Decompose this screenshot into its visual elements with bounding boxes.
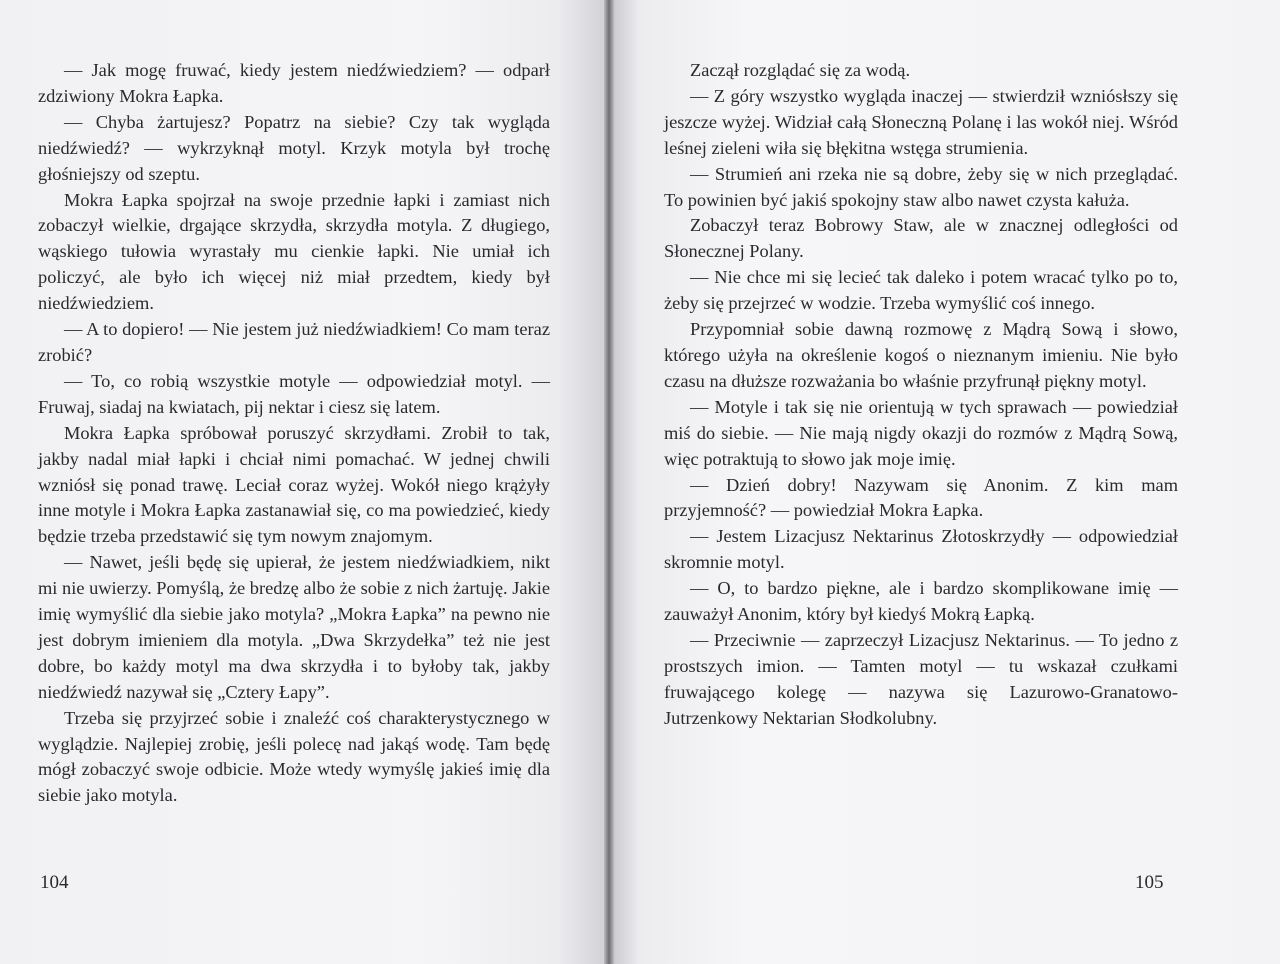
paragraph: — A to dopiero! — Nie jestem już niedźwiadkiem! Co mam teraz zrobić? — [38, 319, 550, 365]
paragraph: — Jak mogę fruwać, kiedy jestem niedźwiedziem? — odparł zdziwiony Mokra Łapka. — [38, 60, 550, 106]
paragraph: — Nawet, jeśli będę się upierał, że jestem niedźwiadkiem, nikt mi nie uwierzy. Pomyślą, że bredzę albo że sobie z nich żartuję. Jakie imię wymyślić dla siebie jako motyla? „Mokra Łapka” na pewno nie jest dobrym imieniem dla motyla. „Dwa Skrzydełka” też nie jest dobre, bo każdy motyl ma dwa skrzydła i to byłoby tak, jakby niedźwiedź nazywał się „Cztery Łapy”. — [38, 552, 551, 702]
paragraph: Mokra Łapka spróbował poruszyć skrzydłami. Zrobił to tak, jakby nadal miał łapki i chciał nimi pomachać. W jednej chwili wzniósł się ponad trawę. Leciał coraz wyżej. Wokół niego krążyły inne motyle i Mokra Łapka zastanawiał się, co ma powiedzieć, kiedy będzie trzeba przedstawić się tym nowym znajomym. — [38, 422, 550, 547]
paragraph: Mokra Łapka spojrzał na swoje przednie łapki i zamiast nich zobaczył wielkie, drgające skrzydła, skrzydła motyla. Z długiego, wąskiego tułowia wyrastały mu cienkie łapki. Nie umiał ich policzyć, ale było ich więcej niż miał przedtem, kiedy był niedźwiedziem. — [38, 189, 550, 314]
page-number-left: 104 — [40, 872, 69, 893]
paragraph: — Motyle i tak się nie orientują w tych sprawach — powiedział miś do siebie. — Nie mają nigdy okazji do rozmów z Mądrą Sową, więc potraktują to słowo jak moje imię. — [664, 396, 1178, 469]
paragraph: — To, co robią wszystkie motyle — odpowiedział motyl. — Fruwaj, siadaj na kwiatach, pij nektar i ciesz się latem. — [38, 370, 550, 417]
paragraph: Zobaczył teraz Bobrowy Staw, ale w znacznej odległości od Słonecznej Polany. — [664, 215, 1178, 262]
paragraph: — Z góry wszystko wygląda inaczej — stwierdził wzniósłszy się jeszcze wyżej. Widział całą Słoneczną Polanę i las wokół niej. Wśród leśnej zieleni wiła się błękitna wstęga strumienia. — [664, 85, 1178, 158]
paragraph: — O, to bardzo piękne, ale i bardzo skomplikowane imię — zauważył Anonim, który był kiedyś Mokrą Łapką. — [664, 578, 1178, 625]
paragraph: — Chyba żartujesz? Popatrz na siebie? Czy tak wygląda niedźwiedź? — wykrzyknął motyl. Krzyk motyla był trochę głośniejszy od szeptu. — [38, 111, 550, 184]
page-number-right: 105 — [1135, 872, 1164, 893]
paragraph: Trzeba się przyjrzeć sobie i znaleźć coś charakterystycznego w wyglądzie. Najlepiej zrobię, jeśli polecę nad jakąś wodę. Tam będę mógł zobaczyć swoje odbicie. Może wtedy wymyślę jakieś imię dla siebie jako motyla. — [38, 707, 550, 806]
paragraph: — Przeciwnie — zaprzeczył Lizacjusz Nektarinus. — To jedno z prostszych imion. — Tamten motyl — tu wskazał czułkami fruwającego kolegę — nazywa się Lazurowo-Granatowo-Jutrzenkowy Nektarian Słodkolubny. — [664, 629, 1178, 728]
paragraph: — Strumień ani rzeka nie są dobre, żeby się w nich przeglądać. To powinien być jakiś spokojny staw albo nawet czysta kałuża. — [664, 163, 1178, 210]
paragraph: Zaczął rozglądać się za wodą. — [690, 60, 911, 80]
paragraph: — Dzień dobry! Nazywam się Anonim. Z kim mam przyjemność? — powiedział Mokra Łapka. — [664, 474, 1178, 521]
right-page-text — [664, 58, 1178, 732]
paragraph: — Nie chce mi się lecieć tak daleko i potem wracać tylko po to, żeby się przejrzeć w wodzie. Trzeba wymyślić coś innego. — [664, 267, 1178, 314]
left-page-text — [38, 58, 550, 809]
paragraph: — Jestem Lizacjusz Nektarinus Złotoskrzydły — odpowiedział skromnie motyl. — [664, 526, 1178, 573]
book-gutter — [604, 0, 614, 964]
paragraph: Przypomniał sobie dawną rozmowę z Mądrą Sową i słowo, którego użyła na określenie kogoś o nieznanym imieniu. Nie było czasu na dłuższe rozważania bo właśnie przyfrunął piękny motyl. — [664, 319, 1178, 391]
